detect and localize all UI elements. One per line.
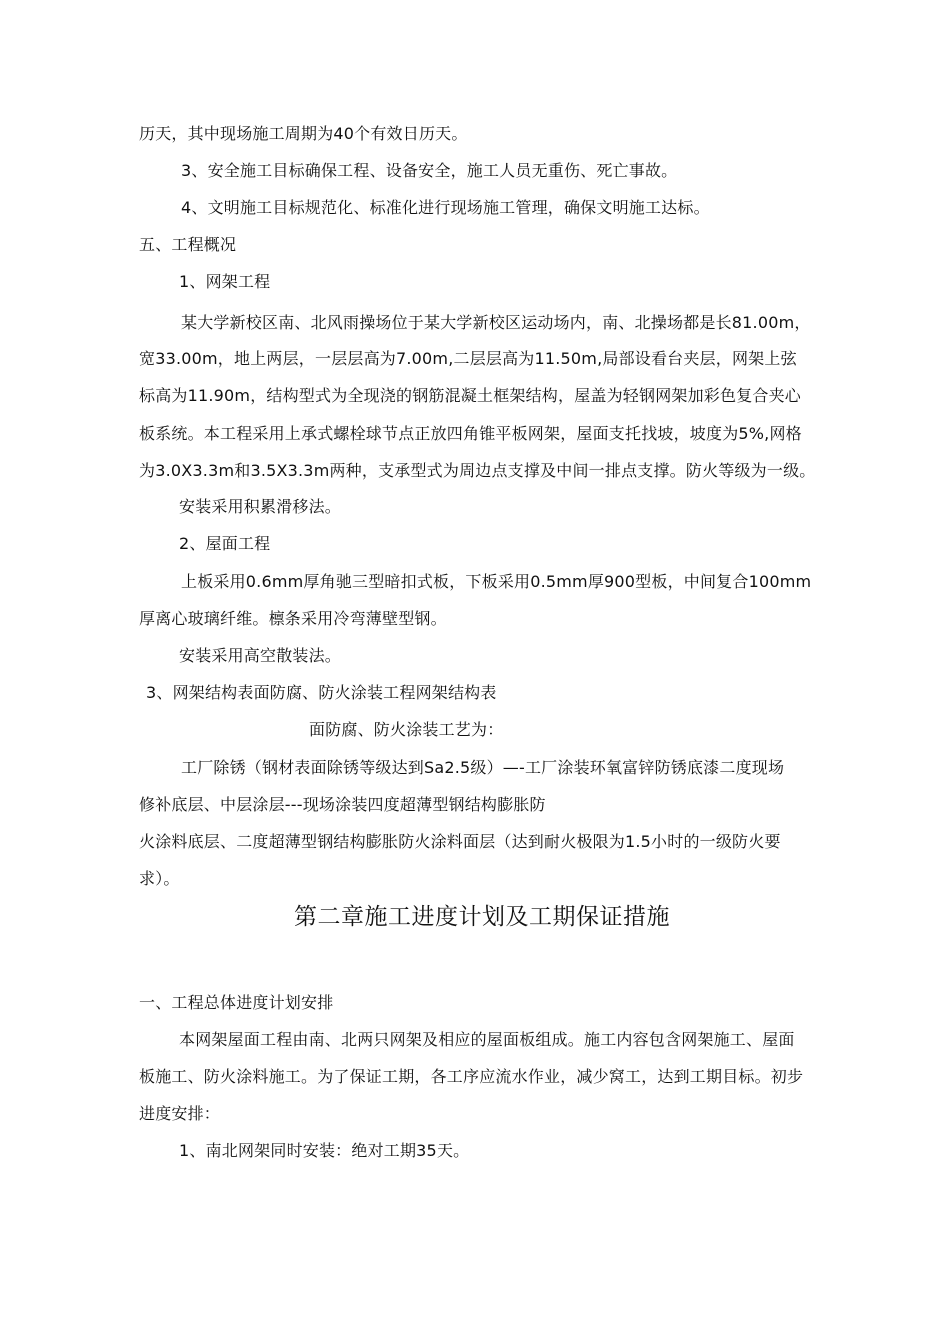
chapter-title: 第二章施工进度计划及工期保证措施 (294, 904, 670, 930)
paragraph-line: 板施工、防火涂料施工。为了保证工期，各工序应流水作业，减少窝工，达到工期目标。初步 (139, 1067, 804, 1086)
paragraph-line: 求）。 (139, 869, 180, 888)
section-heading: 五、工程概况 (139, 235, 237, 254)
paragraph-line: 历天，其中现场施工周期为40个有效日历天。 (139, 124, 468, 143)
paragraph-line: 4、文明施工目标规范化、标准化进行现场施工管理，确保文明施工达标。 (181, 198, 710, 217)
subsection-heading: 1、网架工程 (179, 272, 271, 291)
paragraph-line: 火涂料底层、二度超薄型钢结构膨胀防火涂料面层（达到耐火极限为1.5小时的一级防火要 (139, 832, 781, 851)
subsection-heading: 2、屋面工程 (179, 534, 271, 553)
paragraph-line: 厚离心玻璃纤维。檩条采用冷弯薄壁型钢。 (139, 609, 447, 628)
paragraph-line: 本网架屋面工程由南、北两只网架及相应的屋面板组成。施工内容包含网架施工、屋面 (179, 1030, 795, 1049)
paragraph-line: 标高为11.90m，结构型式为全现浇的钢筋混凝土框架结构，屋盖为轻钢网架加彩色复合夹心 (139, 386, 801, 405)
paragraph-line: 安装采用高空散装法。 (179, 646, 342, 665)
paragraph-line: 某大学新校区南、北风雨操场位于某大学新校区运动场内，南、北操场都是长81.00m， (181, 313, 811, 332)
paragraph-line: 面防腐、防火涂装工艺为： (309, 720, 504, 739)
paragraph-line: 工厂除锈（钢材表面除锈等级达到Sa2.5级）—-工厂涂装环氧富锌防锈底漆二度现场 (181, 758, 785, 777)
paragraph-line: 1、南北网架同时安装：绝对工期35天。 (179, 1141, 470, 1160)
paragraph-line: 宽33.00m，地上两层，一层层高为7.00m,二层层高为11.50m,局部设看台夹层，网架上弦 (139, 349, 797, 368)
paragraph-line: 为3.0X3.3m和3.5X3.3m两种，支承型式为周边点支撑及中间一排点支撑。防火等级为一级。 (139, 461, 816, 480)
paragraph-line: 进度安排： (139, 1104, 221, 1123)
paragraph-line: 板系统。本工程采用上承式螺栓球节点正放四角锥平板网架，屋面支托找坡，坡度为5%,网格 (139, 424, 802, 443)
section-heading: 一、工程总体进度计划安排 (139, 993, 334, 1012)
subsection-heading: 3、网架结构表面防腐、防火涂装工程网架结构表 (146, 683, 497, 702)
paragraph-line: 修补底层、中层涂层---现场涂装四度超薄型钢结构膨胀防 (139, 795, 546, 814)
paragraph-line: 3、安全施工目标确保工程、设备安全，施工人员无重伤、死亡事故。 (181, 161, 678, 180)
paragraph-line: 上板采用0.6mm厚角驰三型暗扣式板，下板采用0.5mm厚900型板，中间复合100mm (181, 572, 812, 591)
paragraph-line: 安装采用积累滑移法。 (179, 497, 342, 516)
